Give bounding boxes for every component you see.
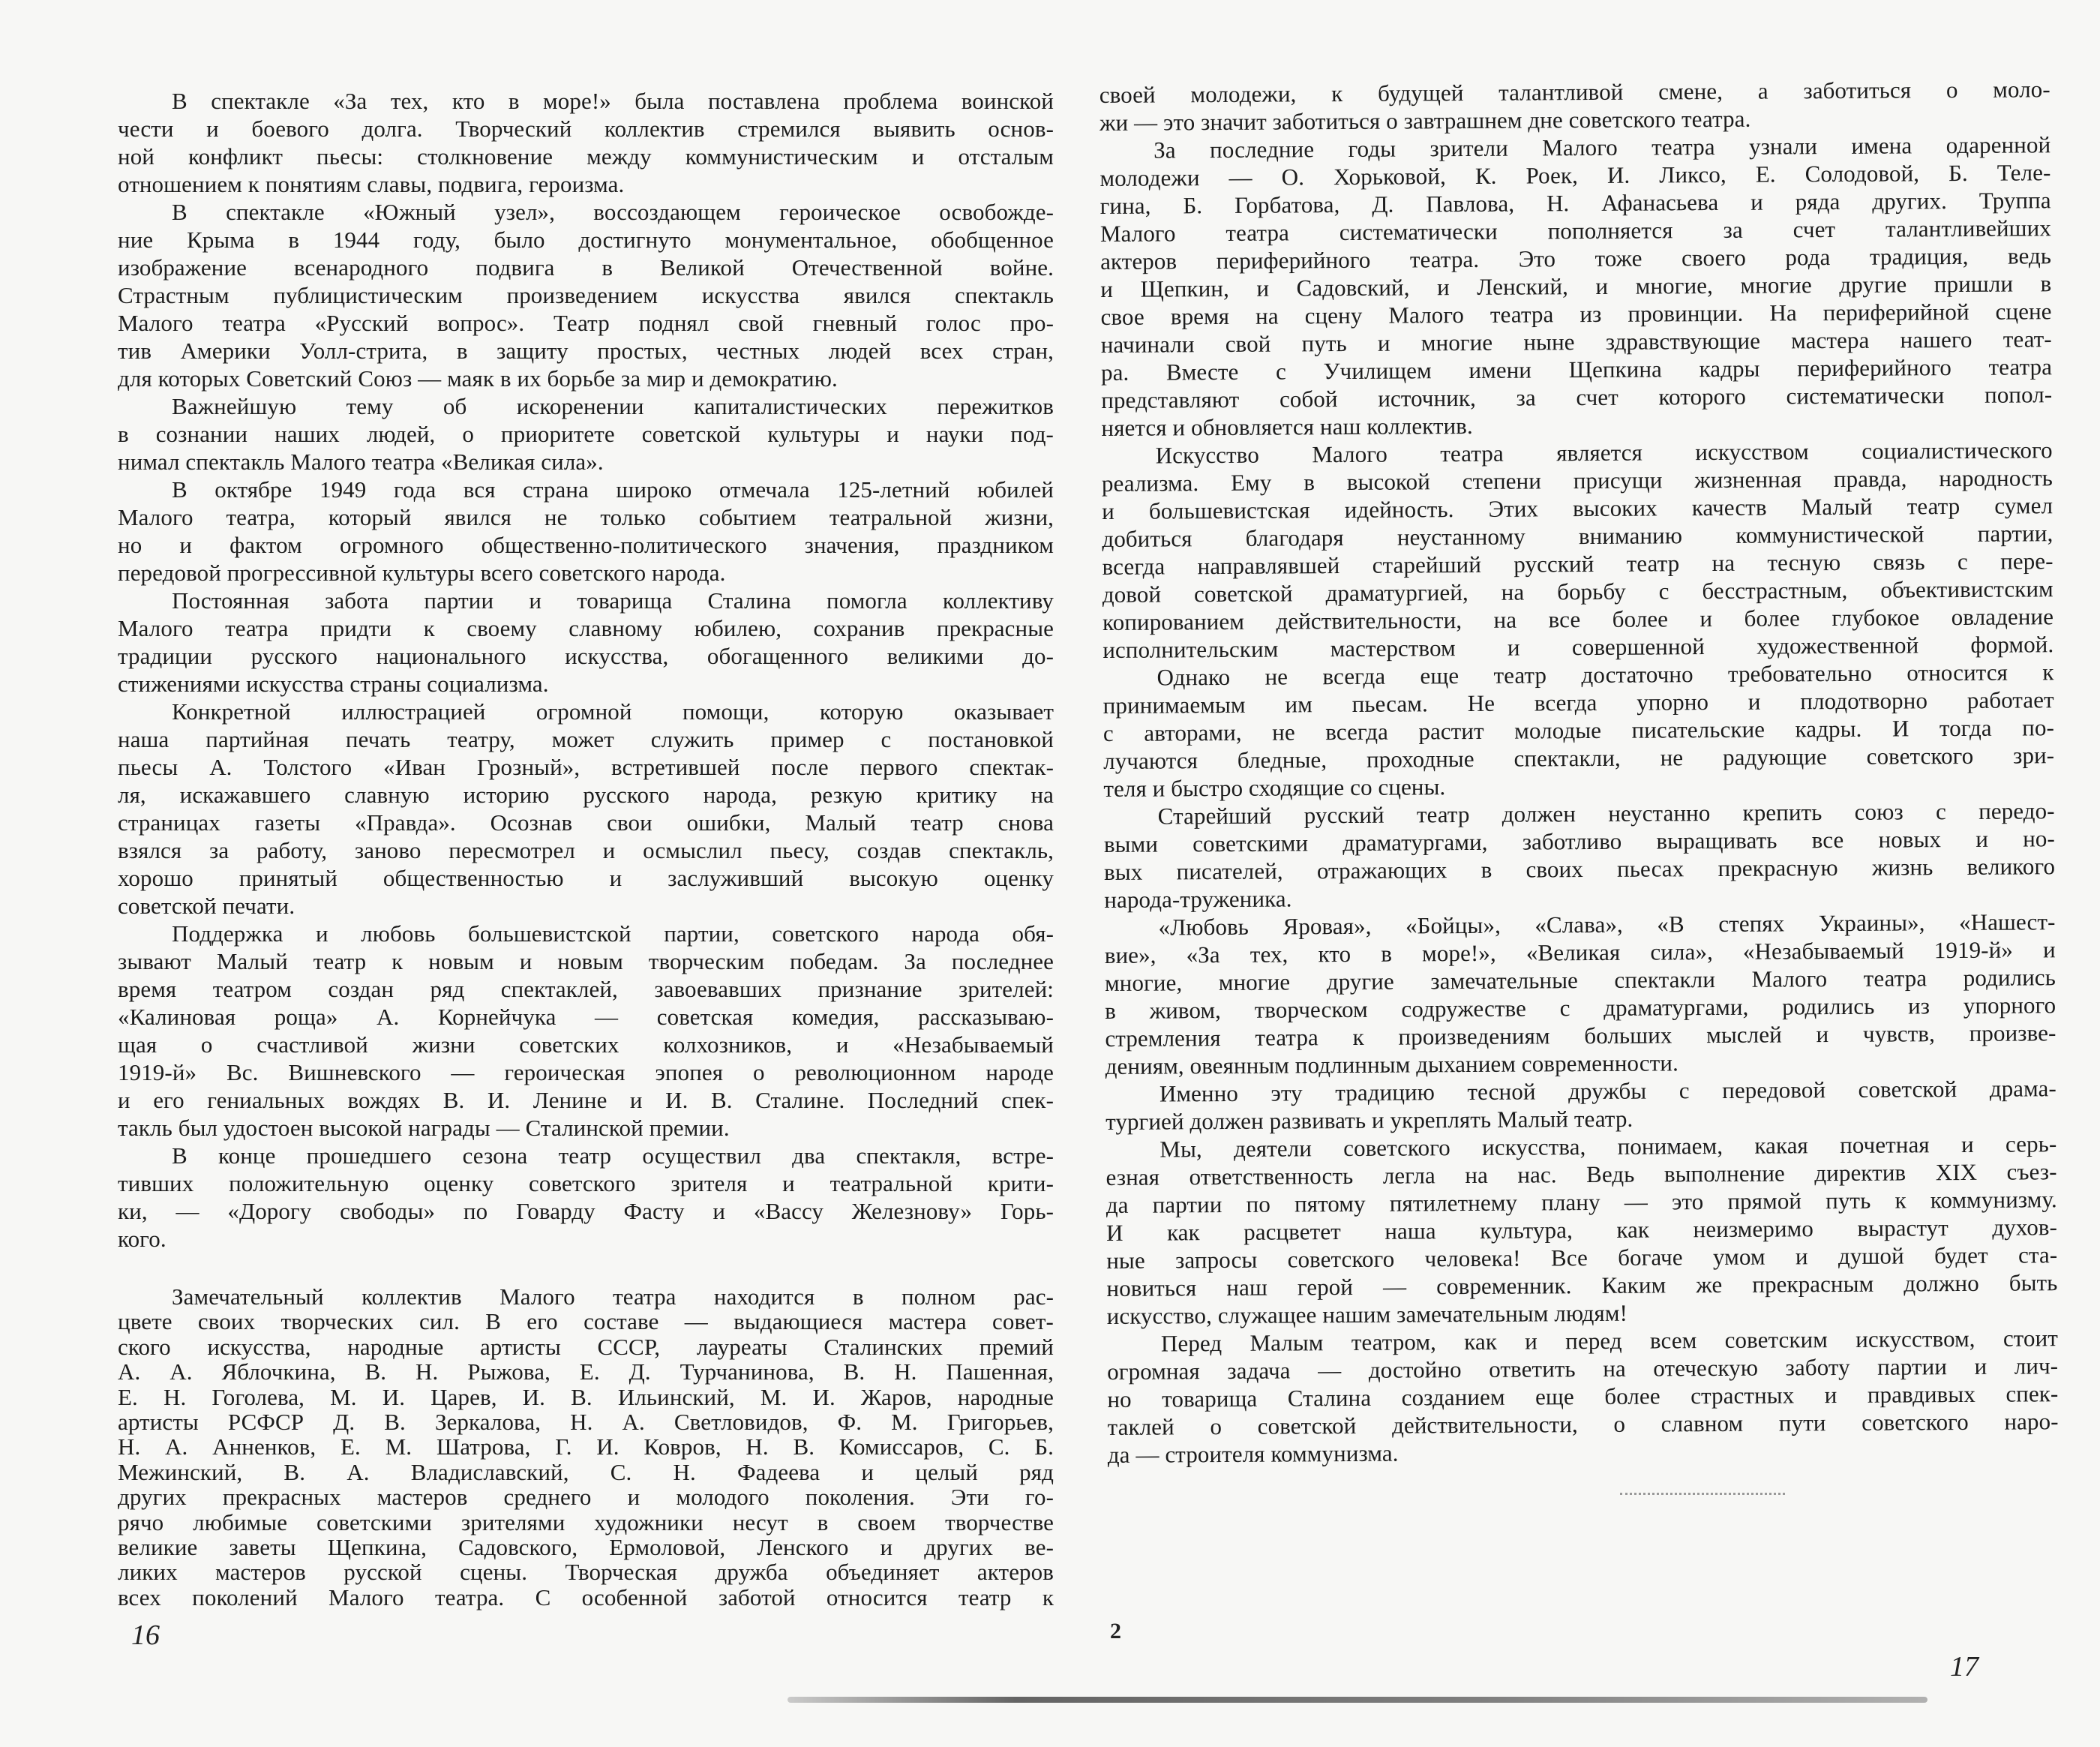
text-line: реализма. Ему в высокой степени присущи жизненная правда, народность bbox=[1101, 464, 2054, 497]
text-line: такль был удостоен высокой награды — Сталинской премии. bbox=[118, 1115, 730, 1141]
text-line: Замечательный коллектив Малого театра находится в полном рас- bbox=[172, 1283, 1054, 1310]
text-line: других прекрасных мастеров среднего и молодого поколения. Эти го- bbox=[118, 1484, 1054, 1511]
text-line: представляют собой источник, за счет которого систематически попол- bbox=[1101, 381, 2053, 413]
text-line: передовой прогрессивной культуры всего советского народа. bbox=[118, 560, 726, 586]
text-line: Старейший русский театр должен неустанно крепить союз с передо- bbox=[1157, 797, 2055, 830]
text-line: жи — это значит заботиться о завтрашнем дне советского театра. bbox=[1099, 105, 1751, 136]
text-line: советской печати. bbox=[118, 893, 296, 919]
text-line: Перед Малым театром, как и перед всем советским искусством, стоит bbox=[1160, 1325, 2059, 1357]
text-line: Однако не всегда еще театр достаточно требовательно относится к bbox=[1156, 659, 2054, 691]
text-line: ки, — «Дорогу свободы» по Говарду Фасту и «Вассу Железнову» Горь- bbox=[118, 1198, 1054, 1224]
text-line: отношением к понятиям славы, подвига, героизма. bbox=[118, 171, 625, 197]
text-line: Малого театра, который явился не только событием театральной жизни, bbox=[118, 504, 1054, 530]
text-line: молодежи — О. Хорьковой, К. Роек, И. Ликсо, Е. Солодовой, Б. Теле- bbox=[1100, 159, 2051, 191]
text-line: За последние годы зрители Малого театра узнали имена одаренной bbox=[1154, 131, 2051, 164]
text-line: традиции русского национального искусства, обогащенного великими до- bbox=[118, 643, 1054, 669]
text-line: актеров периферийного театра. Это тоже своего рода традиция, ведь bbox=[1100, 242, 2052, 275]
text-line: хорошо принятый общественностью и заслуживший высокую оценку bbox=[118, 865, 1054, 891]
text-line: время театром создан ряд спектаклей, завоевавших признание зрителей: bbox=[118, 976, 1054, 1002]
page-number-right: 17 bbox=[1950, 1651, 1978, 1682]
text-line: многие, многие другие замечательные спектакли Малого театра родились bbox=[1104, 964, 2056, 996]
scan-speckle bbox=[1620, 1493, 1785, 1497]
text-line: но товарища Сталина созданием еще более страстных и правдивых спек- bbox=[1107, 1380, 2059, 1412]
text-line: добиться благодаря неустанному вниманию коммунистической партии, bbox=[1102, 520, 2054, 552]
text-line: тивших положительную оценку советского зрителя и театральной крити- bbox=[118, 1170, 1054, 1196]
text-line: Малого театра систематически пополняется за счет талантливейших bbox=[1100, 215, 2051, 247]
text-line: ля, искажавшего славную историю русского народа, резкую критику на bbox=[118, 782, 1054, 808]
text-line: цвете своих творческих сил. В его составе — выдающиеся мастера совет- bbox=[118, 1308, 1054, 1335]
text-line: великие заветы Щепкина, Садовского, Ермоловой, Ленского и других ве- bbox=[118, 1533, 1054, 1560]
text-line: теля и быстро сходящие со сцены. bbox=[1103, 773, 1446, 802]
text-line: А. А. Яблочкина, В. Н. Рыжова, Е. Д. Турчанинова, В. Н. Пашенная, bbox=[118, 1358, 1054, 1385]
text-line: начинали свой путь и многие ныне здравствующие мастера нашего теат- bbox=[1100, 326, 2052, 358]
text-line: искусство, служащее нашим замечательным людям! bbox=[1106, 1299, 1628, 1329]
text-line: но и фактом огромного общественно-политического значения, праздником bbox=[118, 532, 1054, 558]
text-line: Н. А. Анненков, Е. М. Шатрова, Г. И. Ковров, Н. В. Комиссаров, С. Б. bbox=[118, 1433, 1054, 1460]
left-page-text-block-lower bbox=[118, 1284, 1054, 1610]
text-line: ликих мастеров русской сцены. Творческая дружба объединяет актеров bbox=[118, 1559, 1054, 1586]
text-line: и Щепкин, и Садовский, и Ленский, и многие, многие другие пришли в bbox=[1100, 270, 2052, 302]
text-line: щая о счастливой жизни советских колхозников, и «Незабываемый bbox=[118, 1031, 1054, 1058]
text-line: стижениями искусства страны социализма. bbox=[118, 671, 549, 697]
text-line: В октябре 1949 года вся страна широко отмечала 125-летний юбилей bbox=[172, 476, 1054, 503]
text-line: Постоянная забота партии и товарища Сталина помогла коллективу bbox=[172, 587, 1054, 614]
text-line: всех поколений Малого театра. С особенной заботой относится театр к bbox=[118, 1583, 1054, 1610]
text-line: вие», «За тех, кто в море!», «Великая сила», «Незабываемый 1919-й» и bbox=[1104, 936, 2056, 968]
gutter-mark: 2 bbox=[1110, 1619, 1121, 1643]
text-line: И как расцветет наша культура, как неизмеримо вырастут духов- bbox=[1106, 1214, 2058, 1246]
text-line: и его гениальных вождях В. И. Ленине и И. В. Сталине. Последний спек- bbox=[118, 1087, 1054, 1113]
text-line: исполнительским мастерством и совершенной художественной формой. bbox=[1102, 631, 2054, 663]
text-line: тургией должен развивать и укреплять Малый театр. bbox=[1106, 1105, 1634, 1135]
text-line: Поддержка и любовь большевистской партии, советского народа обя- bbox=[172, 920, 1054, 947]
text-line: Е. Н. Гоголева, М. И. Царев, И. В. Ильинский, М. И. Жаров, народные bbox=[118, 1383, 1054, 1410]
text-line: рячо любимые советскими зрителями художники несут в своем творчестве bbox=[118, 1508, 1054, 1535]
text-line: «Любовь Яровая», «Бойцы», «Слава», «В степях Украины», «Нашест- bbox=[1158, 908, 2056, 941]
text-line: В спектакле «За тех, кто в море!» была поставлена проблема воинской bbox=[172, 88, 1054, 114]
text-line: стремления театра к произведениям больших мыслей и чувств, произве- bbox=[1105, 1019, 2056, 1052]
text-line: езная ответственность легла на нас. Ведь выполнение директив XIX съез- bbox=[1106, 1158, 2057, 1190]
text-line: Малого театра придти к своему славному юбилею, сохранив прекрасные bbox=[118, 615, 1054, 641]
text-line: да партии по пятому пятилетнему плану — это прямой путь к коммунизму. bbox=[1106, 1186, 2057, 1218]
text-line: всегда направлявшей старейший русский театр на тесную связь с пере- bbox=[1102, 548, 2054, 580]
text-line: пьесы А. Толстого «Иван Грозный», встретившей после первого спектак- bbox=[118, 754, 1054, 780]
text-line: свое время на сцену Малого театра из провинции. На периферийной сцене bbox=[1100, 298, 2052, 330]
text-line: Малого театра «Русский вопрос». Театр поднял свой гневный голос про- bbox=[118, 310, 1054, 336]
text-line: и большевистская идейность. Этих высоких качеств Малый театр сумел bbox=[1102, 492, 2054, 524]
text-line: Мы, деятели советского искусства, понимаем, какая почетная и серь- bbox=[1160, 1130, 2057, 1163]
page-number-left: 16 bbox=[131, 1619, 160, 1651]
text-line: ные запросы советского человека! Все богаче умом и душой будет ста- bbox=[1106, 1241, 2058, 1274]
text-line: тив Америки Уолл-стрита, в защиту простых, честных людей всех стран, bbox=[118, 338, 1054, 364]
text-line: Именно эту традицию тесной дружбы с передовой советской драма- bbox=[1159, 1075, 2056, 1107]
text-line: изображение всенародного подвига в Великой Отечественной войне. bbox=[118, 254, 1054, 281]
text-line: в живом, творческом содружестве с драматургами, родились из упорного bbox=[1105, 992, 2056, 1024]
right-page-text-block bbox=[1100, 75, 2059, 1469]
scan-edge-smudge bbox=[788, 1697, 1928, 1703]
text-line: принимаемым им пьесам. Не всегда упорно и плодотворно работает bbox=[1102, 686, 2054, 719]
text-line: да — строителя коммунизма. bbox=[1107, 1439, 1399, 1468]
text-line: довой советской драматургией, на борьбу с бесстрастным, объективистским bbox=[1102, 575, 2054, 608]
text-line: для которых Советский Союз — маяк в их борьбе за мир и демократию. bbox=[118, 365, 838, 392]
text-line: взялся за работу, заново пересмотрел и осмыслил пьесу, создав спектакль, bbox=[118, 837, 1054, 863]
text-line: гина, Б. Горбатова, Д. Павлова, Н. Афанасьева и ряда других. Труппа bbox=[1100, 187, 2051, 219]
text-line: народа-труженика. bbox=[1104, 885, 1292, 913]
text-line: зывают Малый театр к новым и новым творческим победам. За последнее bbox=[118, 948, 1054, 974]
text-line: в сознании наших людей, о приоритете советской культуры и науки под- bbox=[118, 421, 1054, 447]
text-line: В спектакле «Южный узел», воссоздающем героическое освобожде- bbox=[172, 199, 1054, 225]
text-line: выми советскими драматургами, заботливо выращивать все новых и но- bbox=[1103, 825, 2055, 857]
text-line: артисты РСФСР Д. В. Зеркалова, Н. А. Светловидов, Ф. М. Григорьев, bbox=[118, 1408, 1054, 1435]
text-line: нимал спектакль Малого театра «Великая сила». bbox=[118, 449, 604, 475]
text-line: Межинский, В. А. Владиславский, С. Н. Фадеева и целый ряд bbox=[118, 1458, 1054, 1485]
text-line: Конкретной иллюстрацией огромной помощи, которую оказывает bbox=[172, 698, 1054, 725]
text-line: Искусство Малого театра является искусством социалистического bbox=[1155, 437, 2053, 469]
text-line: Страстным публицистическим произведением искусства явился спектакль bbox=[118, 282, 1054, 308]
text-line: ского искусства, народные артисты СССР, лауреаты Сталинских премий bbox=[118, 1333, 1054, 1360]
left-page-text-block bbox=[118, 87, 1054, 1253]
text-line: Важнейшую тему об искоренении капиталистических пережитков bbox=[172, 393, 1054, 419]
text-line: новиться наш герой — современник. Каким же прекрасным должно быть bbox=[1106, 1269, 2058, 1301]
text-line: страницах газеты «Правда». Осознав свои ошибки, Малый театр снова bbox=[118, 809, 1054, 836]
text-line: В конце прошедшего сезона театр осуществил два спектакля, встре- bbox=[172, 1142, 1054, 1169]
text-line: кого. bbox=[118, 1226, 166, 1252]
text-line: таклей о советской действительности, о славном пути советского наро- bbox=[1107, 1408, 2059, 1440]
text-line: вых писателей, отражающих в своих пьесах прекрасную жизнь великого bbox=[1103, 853, 2056, 885]
text-line: няется и обновляется наш коллектив. bbox=[1101, 412, 1473, 441]
text-line: ра. Вместе с Училищем имени Щепкина кадры периферийного театра bbox=[1100, 353, 2053, 386]
text-line: с авторами, не всегда растит молодые писательские кадры. И тогда по- bbox=[1102, 714, 2055, 746]
text-line: ние Крыма в 1944 году, было достигнуто монументальное, обобщенное bbox=[118, 227, 1054, 253]
text-line: дениям, овеянным подлинным дыханием современности. bbox=[1105, 1049, 1679, 1079]
text-line: копированием действительности, на все более и более глубокое овладение bbox=[1102, 603, 2054, 635]
text-line: «Калиновая роща» А. Корнейчука — советская комедия, рассказываю- bbox=[118, 1004, 1054, 1030]
text-line: своей молодежи, к будущей талантливой смене, а заботиться о моло- bbox=[1099, 76, 2050, 108]
text-line: наша партийная печать театру, может служить пример с постановкой bbox=[118, 726, 1054, 752]
text-line: 1919-й» Вс. Вишневского — героическая эпопея о революционном народе bbox=[118, 1059, 1054, 1085]
text-line: огромная задача — достойно ответить на отеческую заботу партии и лич- bbox=[1107, 1352, 2059, 1385]
text-line: лучаются бледные, проходные спектакли, не радующие советского зри- bbox=[1103, 742, 2055, 774]
text-line: ной конфликт пьесы: столкновение между коммунистическим и отсталым bbox=[118, 143, 1054, 170]
text-line: чести и боевого долга. Творческий коллектив стремился выявить основ- bbox=[118, 116, 1054, 142]
